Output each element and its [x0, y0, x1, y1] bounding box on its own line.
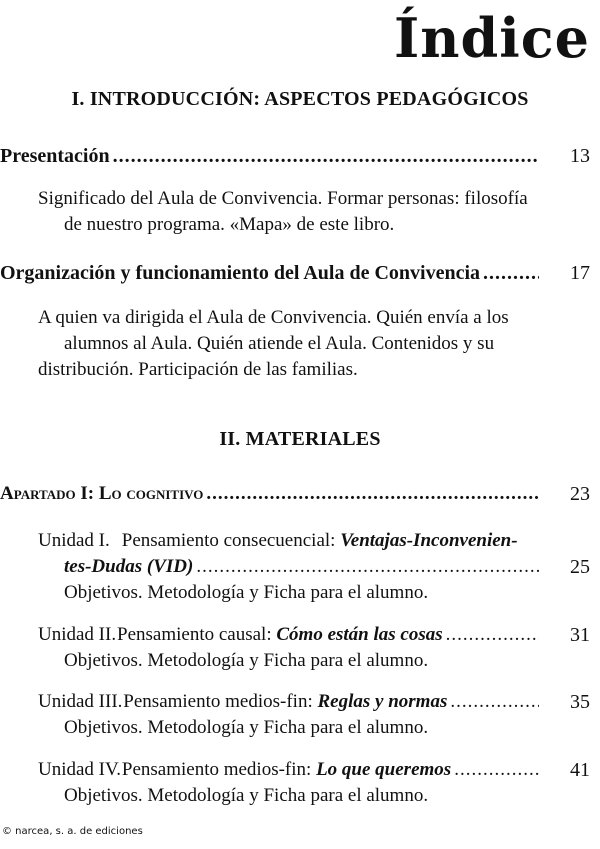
- unit-subtitle: Objetivos. Metodología y Ficha para el alumno.: [64, 717, 429, 738]
- toc-entry-label: Organización y funcionamiento del Aula de Convivencia: [0, 262, 481, 284]
- unit-title: Ventajas-Inconvenien-: [340, 530, 518, 551]
- toc-entry-presentacion[interactable]: [0, 145, 542, 168]
- description-line: alumnos al Aula. Quién atiende el Aula. Contenidos y su: [64, 333, 495, 354]
- leader-dots: [446, 624, 539, 646]
- unit-subtitle: Objetivos. Metodología y Ficha para el alumno.: [64, 785, 429, 806]
- page-title: Índice: [393, 6, 590, 70]
- part-heading-materiales: II. MATERIALES: [219, 428, 381, 450]
- unit-title: Cómo están las cosas: [276, 624, 443, 645]
- description-line: de nuestro programa. «Mapa» de este libro.: [64, 214, 395, 235]
- page-number: 41: [570, 759, 590, 781]
- page-number: 17: [570, 262, 590, 284]
- unit-prefix: Pensamiento consecuencial:: [121, 530, 336, 551]
- copyright-footer: © narcea, s. a. de ediciones: [2, 826, 143, 837]
- part-heading-introduccion: I. INTRODUCCIÓN: ASPECTOS PEDAGÓGICOS: [71, 88, 529, 110]
- leader-dots: [483, 262, 539, 285]
- toc-entry-unidad-4[interactable]: [38, 759, 542, 781]
- unit-title: tes-Dudas (VID): [64, 556, 194, 577]
- unit-subtitle: Objetivos. Metodología y Ficha para el alumno.: [64, 582, 429, 603]
- description-line: Significado del Aula de Convivencia. Formar personas: filosofía: [38, 188, 528, 209]
- unit-number: Unidad II.: [38, 624, 117, 645]
- toc-entry-label: Apartado I: Lo cognitivo: [0, 483, 204, 504]
- toc-entry-label: Presentación: [0, 145, 110, 167]
- description-line: distribución. Participación de las familias.: [38, 359, 358, 380]
- leader-dots: [450, 691, 539, 713]
- toc-entry-unidad-3[interactable]: [38, 691, 542, 713]
- leader-dots: [196, 556, 539, 578]
- unit-subtitle: Objetivos. Metodología y Ficha para el alumno.: [64, 650, 429, 671]
- entry-description: [38, 305, 558, 383]
- leader-dots: [454, 759, 539, 781]
- page-number: 35: [570, 691, 590, 713]
- page-number: 23: [570, 483, 590, 505]
- page-number: 13: [570, 145, 590, 167]
- entry-description: [38, 186, 558, 238]
- unit-number: Unidad III.: [38, 691, 123, 712]
- toc-entry-unidad-2[interactable]: [38, 624, 542, 646]
- toc-entry-apartado-1[interactable]: [0, 483, 542, 505]
- toc-entry-unidad-1[interactable]: [38, 530, 542, 552]
- page-number: 25: [570, 556, 590, 578]
- unit-number: Unidad IV.: [38, 759, 122, 780]
- unit-title: Reglas y normas: [317, 691, 448, 712]
- description-line: A quien va dirigida el Aula de Convivencia. Quién envía a los: [38, 307, 509, 328]
- unit-prefix: Pensamiento medios-fin:: [121, 759, 312, 780]
- leader-dots: [113, 145, 539, 168]
- unit-title: Lo que queremos: [316, 759, 452, 780]
- unit-number: Unidad I.: [38, 530, 110, 551]
- unit-prefix: Pensamiento causal:: [117, 624, 272, 645]
- toc-entry-unidad-1-cont[interactable]: [64, 556, 542, 578]
- unit-prefix: Pensamiento medios-fin:: [123, 691, 313, 712]
- page-number: 31: [570, 624, 590, 646]
- toc-entry-organizacion[interactable]: [0, 262, 542, 285]
- leader-dots: [206, 483, 539, 505]
